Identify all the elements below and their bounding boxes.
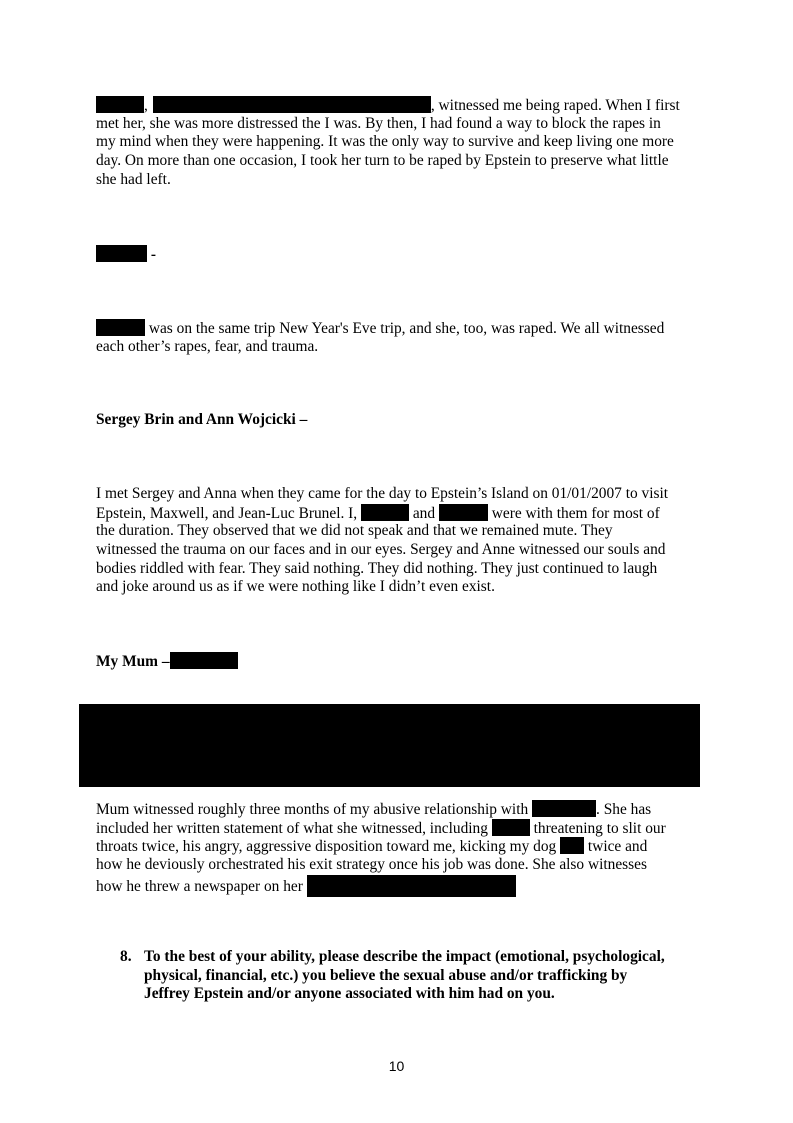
redaction-bar — [96, 96, 144, 113]
paragraph-line — [96, 319, 704, 338]
separator-text: , — [144, 97, 148, 114]
paragraph-line: the duration. They observed that we did not speak and that we remained mute. They — [96, 522, 613, 540]
paragraph-line: and joke around us as if we were nothing like I didn’t even exist. — [96, 578, 495, 596]
heading-dash: - — [150, 246, 156, 263]
paragraph-line: my mind when they were happening. It was the only way to survive and keep living one more — [96, 133, 674, 151]
paragraph-line: bodies riddled with fear. They said nothing. They did nothing. They just continued to laugh — [96, 559, 658, 577]
line-text: were with them for most of — [487, 504, 660, 522]
redaction-block — [79, 704, 700, 787]
line-text: how he threw a newspaper on her — [96, 877, 307, 895]
line-text: twice and — [584, 838, 648, 856]
page-number: 10 — [388, 1058, 405, 1074]
paragraph-line: witnessed the trauma on our faces and in our eyes. Sergey and Anne witnessed our souls and — [96, 541, 666, 559]
line-text: Epstein, Maxwell, and Jean-Luc Brunel. I, — [96, 504, 361, 522]
paragraph-line: each other’s rapes, fear, and trauma. — [96, 337, 319, 355]
paragraph-line: day. On more than one occasion, I took her turn to be raped by Epstein to preserve what little — [96, 152, 669, 170]
redaction-bar — [361, 504, 409, 521]
redaction-bar — [170, 652, 238, 669]
line-text: throats twice, his angry, aggressive disposition toward me, kicking my dog — [96, 838, 561, 856]
redaction-bar — [307, 875, 516, 897]
redaction-bar — [560, 837, 584, 854]
redaction-bar — [439, 504, 488, 521]
question-line: physical, financial, etc.) you believe the sexual abuse and/or trafficking by — [144, 966, 628, 984]
paragraph-line — [96, 96, 704, 115]
paragraph-witness-2 — [96, 319, 704, 356]
paragraph-line — [96, 504, 704, 523]
redaction-bar — [492, 819, 530, 836]
section-heading-brin-wojcicki — [96, 411, 704, 430]
line-text: and — [409, 504, 439, 522]
question-text — [144, 948, 665, 1004]
question-line: Jeffrey Epstein and/or anyone associated with him had on you. — [144, 985, 555, 1003]
heading-line — [96, 652, 704, 671]
paragraph-brin-wojcicki — [96, 485, 704, 597]
paragraph-witness-1 — [96, 96, 704, 189]
paragraph-line: she had left. — [96, 170, 171, 188]
paragraph-line: I met Sergey and Anna when they came for the day to Epstein’s Island on 01/01/2007 to visit — [96, 485, 669, 502]
redaction-bar — [96, 319, 145, 336]
paragraph-line — [96, 837, 704, 856]
question-number: 8. — [120, 948, 132, 965]
paragraph-line — [96, 875, 704, 894]
line-text: , witnessed me being raped. When I first — [430, 97, 680, 114]
paragraph-mum-witness — [96, 800, 704, 893]
heading-text: Sergey Brin and Ann Wojcicki – — [96, 411, 308, 428]
line-text: threatening to slit our — [529, 819, 666, 837]
paragraph-line: met her, she was more distressed the I was. By then, I had found a way to block the rapes in — [96, 114, 661, 132]
redaction-bar — [532, 800, 596, 817]
section-heading-my-mum — [96, 652, 704, 671]
heading-line — [96, 245, 704, 264]
line-text: Mum witnessed roughly three months of my abusive relationship with — [96, 801, 533, 818]
line-text: was on the same trip New Year's Eve trip, and she, too, was raped. We all witnessed — [145, 320, 665, 337]
question-line: To the best of your ability, please describe the impact (emotional, psychological, — [144, 948, 665, 965]
line-text: included her written statement of what she witnessed, including — [96, 819, 492, 837]
redaction-bar — [96, 245, 147, 262]
paragraph-line — [96, 819, 704, 838]
heading-text: My Mum – — [96, 653, 170, 670]
paragraph-line: how he deviously orchestrated his exit strategy once his job was done. She also witnesses — [96, 856, 647, 874]
line-text: . She has — [596, 801, 652, 818]
paragraph-line — [96, 800, 704, 819]
redaction-bar — [153, 96, 431, 113]
section-heading-redacted — [96, 245, 704, 264]
